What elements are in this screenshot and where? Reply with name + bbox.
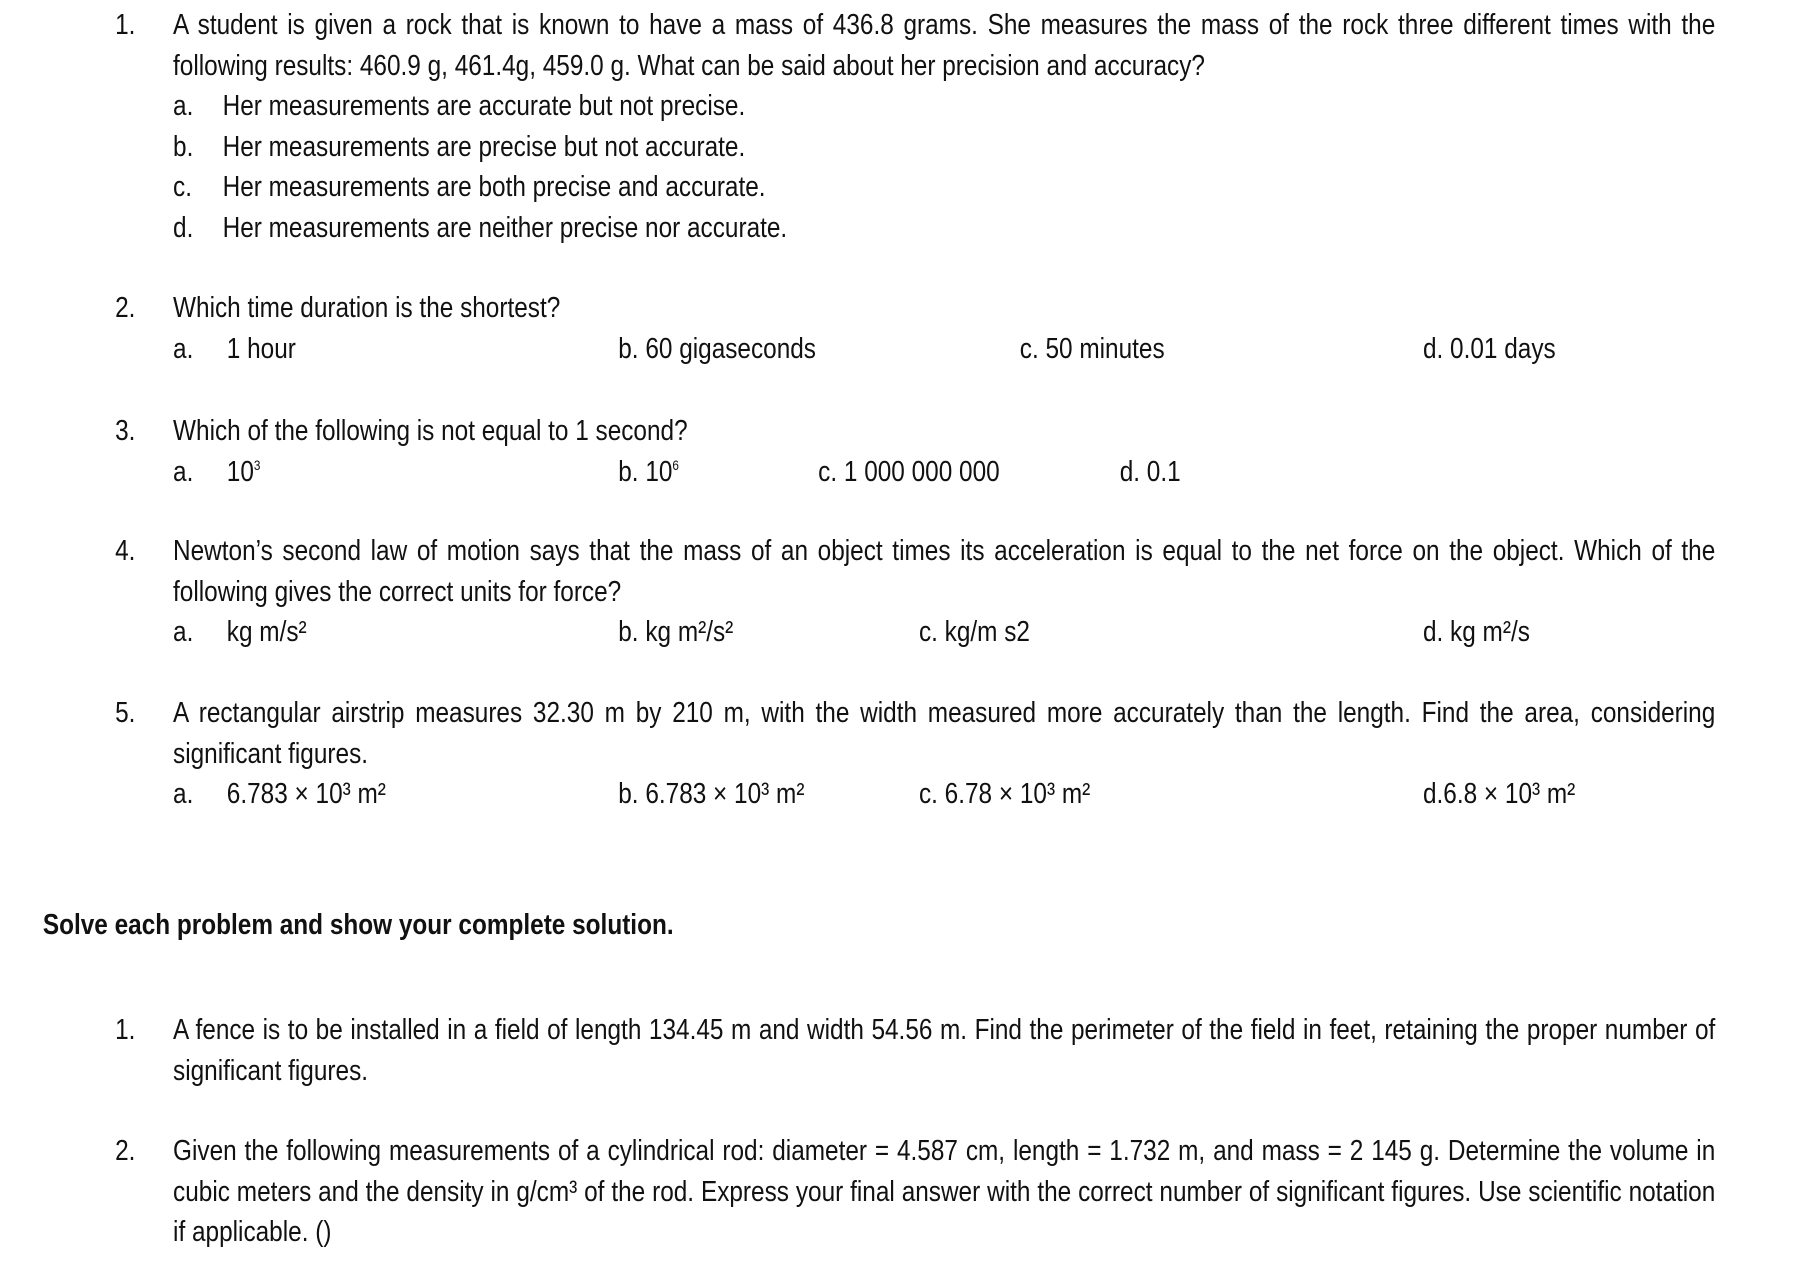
exponent: 6 [672, 456, 679, 473]
option-a [227, 452, 261, 497]
option-letter: a. [173, 90, 194, 122]
option-c: c. 6.78 × 10³ m² [918, 778, 1091, 810]
option-c: c. 50 minutes [1019, 332, 1165, 365]
options [173, 329, 1715, 370]
option-c: c. kg/m s2 [918, 616, 1030, 648]
option-d: d.6.8 × 10³ m² [1422, 778, 1576, 810]
question-number: 5. [115, 697, 136, 729]
question-text: A rectangular airstrip measures 32.30 m by 210 m, with the width measured more accurately than the length. Find the area, considering significant figures. [173, 697, 1716, 770]
option-b [115, 127, 1715, 168]
option-b: b. kg m²/s² [618, 616, 734, 648]
option-letter: d. [173, 211, 194, 244]
option-text: 10 [226, 455, 254, 488]
option-letter: a. [173, 778, 194, 810]
option-letter: b. [173, 130, 194, 163]
question-3 [115, 411, 1715, 492]
option-text: b. 10 [618, 455, 673, 488]
question-text: Which time duration is the shortest? [173, 292, 561, 324]
section-heading: Solve each problem and show your complete solution. [42, 909, 674, 941]
option-letter: a. [173, 455, 194, 488]
option-a: 6.783 × 10³ m² [226, 778, 386, 810]
option-b: b. 6.783 × 10³ m² [618, 778, 805, 810]
option-d [115, 208, 1715, 249]
option-d: d. 0.1 [1119, 455, 1181, 488]
option-a [115, 86, 1715, 127]
option-d: d. 0.01 days [1422, 332, 1556, 365]
options [173, 774, 1715, 815]
question-text: Which of the following is not equal to 1 second? [173, 415, 688, 447]
problem-number: 1. [115, 1014, 136, 1046]
question-number: 3. [115, 415, 136, 447]
options [173, 452, 1715, 493]
option-text: Her measurements are both precise and accurate. [222, 171, 766, 203]
option-c [115, 167, 1715, 208]
problem-2 [115, 1131, 1715, 1253]
option-letter: c. [173, 171, 192, 203]
option-b: b. 60 gigaseconds [618, 332, 816, 365]
option-letter: a. [173, 616, 194, 648]
question-number: 2. [115, 292, 136, 324]
question-number: 1. [115, 9, 136, 41]
option-letter: a. [173, 332, 194, 365]
question-2 [115, 288, 1715, 369]
problem-text: Given the following measurements of a cylindrical rod: diameter = 4.587 cm, length = 1.732 m, and mass = 2 145 g. Determine the volume in cubic meters and the density in g/cm³ of the rod. Express your final answer with the correct number of significant figures. Use scientific notation if applicable. () [173, 1135, 1716, 1248]
problem-text: A fence is to be installed in a field of length 134.45 m and width 54.56 m. Find the perimeter of the field in feet, retaining the proper number of significant figures. [173, 1014, 1716, 1087]
option-text: Her measurements are precise but not accurate. [222, 130, 746, 163]
question-text: Newton’s second law of motion says that the mass of an object times its acceleration is equal to the net force on the object. Which of the following gives the correct units for force? [173, 535, 1716, 608]
question-text: A student is given a rock that is known to have a mass of 436.8 grams. She measures the mass of the rock three different times with the following results: 460.9 g, 461.4g, 459.0 g. What can be said about her precision and accuracy? [173, 9, 1716, 82]
question-4 [115, 531, 1715, 653]
option-text: Her measurements are accurate but not precise. [222, 90, 746, 122]
options [173, 612, 1715, 653]
problem-number: 2. [115, 1135, 136, 1167]
question-number: 4. [115, 535, 136, 567]
question-1 [115, 5, 1715, 248]
option-b [618, 452, 679, 497]
option-a: kg m/s² [226, 616, 307, 648]
question-5 [115, 693, 1715, 815]
option-text: Her measurements are neither precise nor accurate. [222, 211, 788, 244]
option-c: c. 1 000 000 000 [818, 455, 1000, 488]
option-d: d. kg m²/s [1422, 616, 1530, 648]
problem-1 [115, 1010, 1715, 1091]
option-a: 1 hour [226, 332, 296, 365]
exponent: 3 [253, 456, 261, 473]
